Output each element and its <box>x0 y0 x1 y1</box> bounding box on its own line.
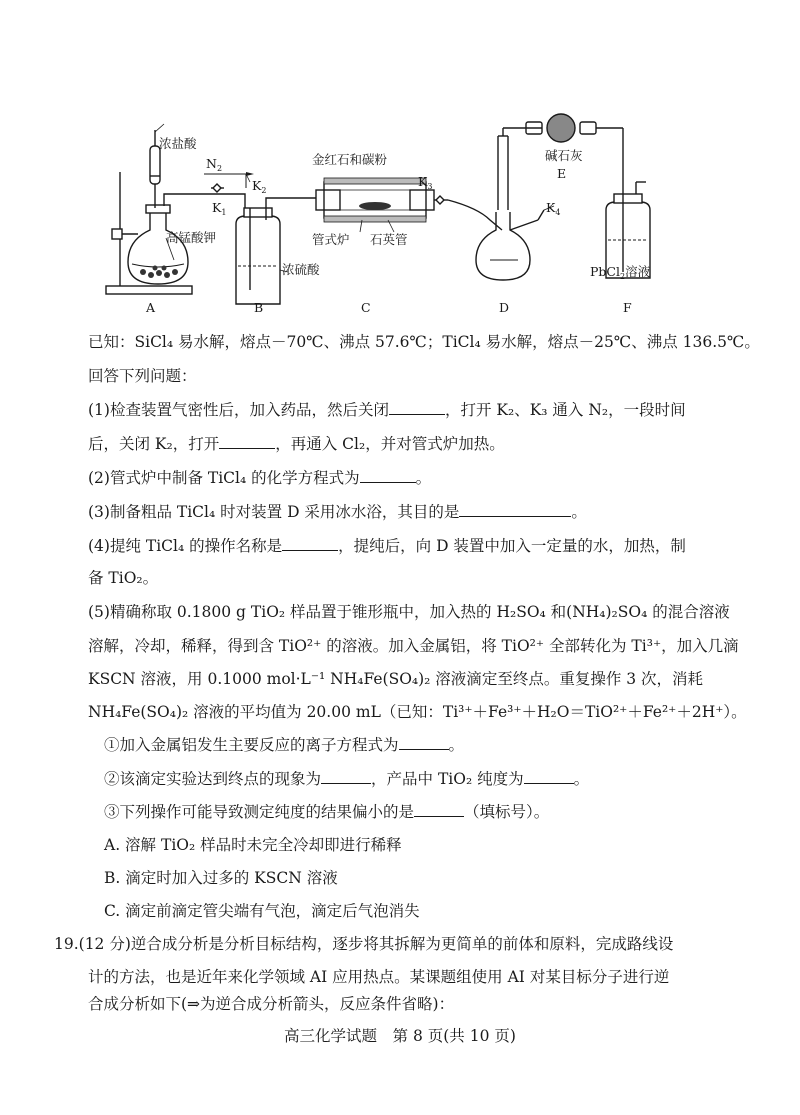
label-tube-furnace: 管式炉 <box>312 232 350 247</box>
answer-blank[interactable] <box>459 502 571 517</box>
label-k2: $K_2$ <box>252 178 267 195</box>
answer-prompt: 回答下列问题： <box>88 367 197 385</box>
label-rutile-carbon: 金红石和碳粉 <box>312 152 388 167</box>
q5-line2: 溶解，冷却，稀释，得到含 TiO²⁺ 的溶液。加入金属铝，将 TiO²⁺ 全部转化为 Ti³⁺，加入几滴 <box>88 637 739 655</box>
label-quartz-tube: 石英管 <box>370 232 408 247</box>
bottle-b <box>236 216 280 304</box>
q19-line2: 计的方法，也是近年来化学领域 AI 应用热点。某课题组使用 AI 对某目标分子进行逆 <box>88 968 670 986</box>
label-f: F <box>623 300 632 315</box>
answer-blank[interactable] <box>282 536 338 551</box>
known-info: 已知：SiCl₄ 易水解，熔点－70℃、沸点 57.6℃；TiCl₄ 易水解，熔点－25℃、沸点 136.5℃。 <box>88 333 760 351</box>
label-soda-lime: 碱石灰 <box>545 148 583 163</box>
option-c: C. 滴定前滴定管尖端有气泡，滴定后气泡消失 <box>104 902 420 920</box>
answer-blank[interactable] <box>389 400 445 415</box>
q3: (3)制备粗品 TiCl₄ 时对装置 D 采用冰水浴，其目的是 。 <box>88 503 587 521</box>
tube-end-right <box>410 190 434 210</box>
answer-blank[interactable] <box>524 769 574 784</box>
answer-blank[interactable] <box>219 434 275 449</box>
label-pbcl2: PbCl$_2$溶液 <box>590 264 651 281</box>
flask-d <box>476 212 530 280</box>
apparatus-diagram <box>98 112 698 322</box>
tube-furnace <box>324 182 426 218</box>
label-kmno4: 高锰酸钾 <box>166 230 217 245</box>
q5-sub1: ①加入金属铝发生主要反应的离子方程式为 。 <box>104 736 465 754</box>
label-k4: $K_4$ <box>546 200 561 217</box>
q5-sub3: ③下列操作可能导致测定纯度的结果偏小的是 （填标号）。 <box>104 803 550 821</box>
q5-line1: (5)精确称取 0.1800 g TiO₂ 样品置于锥形瓶中，加入热的 H₂SO₄ 和(NH₄)₂SO₄ 的混合溶液 <box>88 603 730 621</box>
label-conc-h2so4: 浓硫酸 <box>282 262 320 277</box>
q2: (2)管式炉中制备 TiCl₄ 的化学方程式为 。 <box>88 469 432 487</box>
label-k1: $K_1$ <box>212 200 227 217</box>
q5-line4: NH₄Fe(SO₄)₂ 溶液的平均值为 20.00 mL（已知：Ti³⁺＋Fe³⁺＋H₂O＝TiO²⁺＋Fe²⁺＋2H⁺）。 <box>88 703 747 721</box>
q5-line3: KSCN 溶液，用 0.1000 mol·L⁻¹ NH₄Fe(SO₄)₂ 溶液滴定至终点。重复操作 3 次，消耗 <box>88 670 704 688</box>
answer-blank[interactable] <box>399 735 449 750</box>
answer-blank[interactable] <box>360 468 416 483</box>
soda-lime-ball <box>547 114 575 142</box>
answer-blank[interactable] <box>414 802 464 817</box>
label-d: D <box>499 300 510 315</box>
answer-blank[interactable] <box>321 769 371 784</box>
q5-sub2: ②该滴定实验达到终点的现象为 ，产品中 TiO₂ 纯度为 。 <box>104 770 590 788</box>
q19-line1: 19.(12 分)逆合成分析是分析目标结构，逐步将其拆解为更简单的前体和原料，完成路线设 <box>54 935 674 953</box>
tube-end-left <box>316 190 340 210</box>
page-footer: 高三化学试题 第 8 页(共 10 页) <box>284 1027 516 1045</box>
dropping-funnel <box>150 146 160 184</box>
label-conc-hcl: 浓盐酸 <box>159 136 197 151</box>
label-e: E <box>557 166 567 181</box>
q1-line2: 后，关闭 K₂，打开 ，再通入 Cl₂，并对管式炉加热。 <box>88 435 505 453</box>
q1-line1: (1)检查装置气密性后，加入药品，然后关闭 ，打开 K₂、K₃ 通入 N₂，一段时间 <box>88 401 686 419</box>
label-c: C <box>361 300 371 315</box>
label-a: A <box>146 300 156 315</box>
q4-line1: (4)提纯 TiCl₄ 的操作名称是 ，提纯后，向 D 装置中加入一定量的水，加热，制 <box>88 537 686 555</box>
stand-base <box>106 286 192 294</box>
label-b: B <box>254 300 264 315</box>
label-n2: $N_2$ <box>206 156 223 173</box>
q4-line2: 备 TiO₂。 <box>88 569 159 587</box>
q19-line3: 合成分析如下(⇒为逆合成分析箭头，反应条件省略)： <box>88 995 455 1013</box>
option-a: A. 溶解 TiO₂ 样品时未完全冷却即进行稀释 <box>104 836 402 854</box>
option-b: B. 滴定时加入过多的 KSCN 溶液 <box>104 869 338 887</box>
label-k3: $K_3$ <box>418 174 433 191</box>
